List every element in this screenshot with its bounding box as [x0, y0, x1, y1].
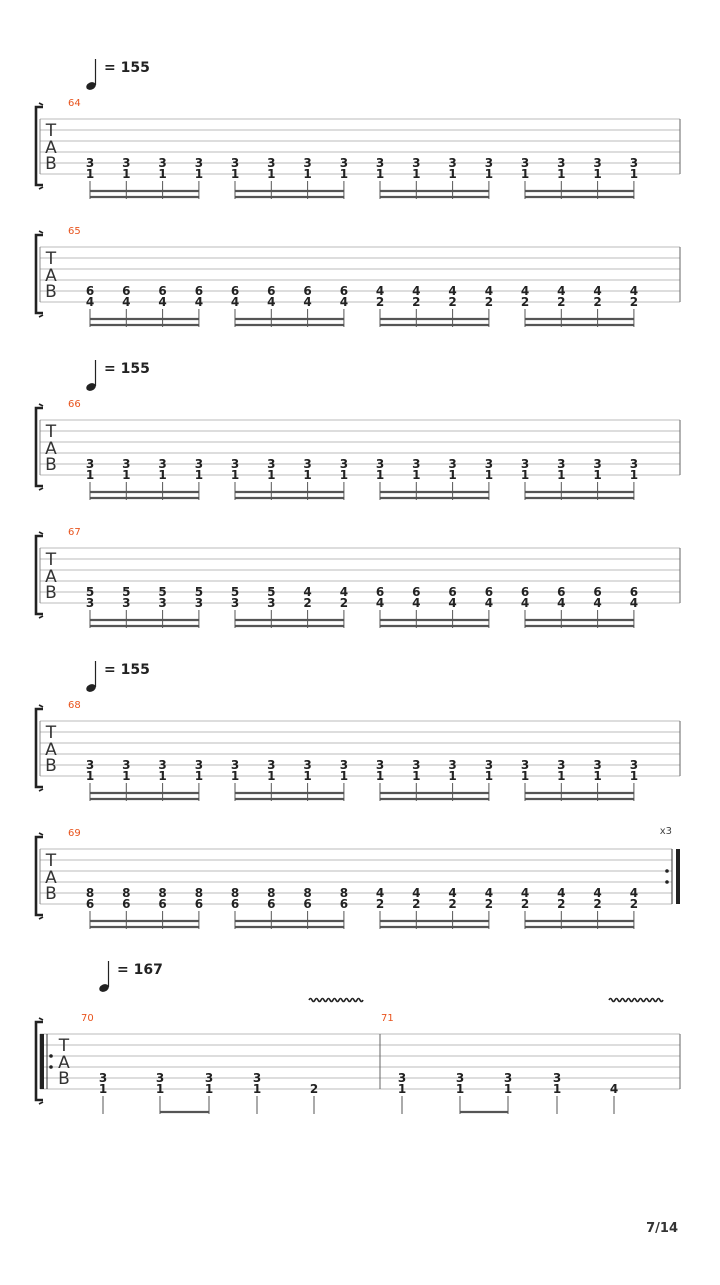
fret-number: 2 [557, 897, 566, 911]
fret-number: 3 [85, 457, 95, 471]
tab-clef-t: T [45, 121, 57, 141]
fret-number: 3 [448, 758, 457, 772]
fret-number: 1 [375, 769, 385, 783]
fret-number: 1 [557, 468, 566, 482]
measure-number: 71 [381, 1013, 394, 1024]
fret-number: 3 [158, 457, 167, 471]
fret-number: 3 [267, 596, 276, 610]
tempo-marking: = 155 [104, 662, 150, 678]
bracket-hook [39, 103, 43, 105]
fret-number: 2 [412, 897, 421, 911]
fret-number: 2 [339, 596, 349, 610]
fret-number: 1 [122, 769, 131, 783]
fret-number: 8 [303, 886, 312, 900]
tab-clef-a: A [45, 567, 57, 587]
repeat-thick-bar [676, 849, 680, 904]
tab-clef-a: A [58, 1053, 70, 1073]
fret-number: 5 [194, 585, 204, 599]
fret-number: 1 [448, 468, 457, 482]
fret-number: 1 [455, 1082, 465, 1096]
fret-number: 4 [484, 284, 494, 298]
fret-number: 3 [158, 156, 167, 170]
tab-clef-t: T [45, 851, 57, 871]
fret-number: 1 [593, 167, 602, 181]
fret-number: 3 [194, 596, 204, 610]
fret-number: 4 [194, 295, 204, 309]
tab-clef-b: B [58, 1069, 70, 1089]
bracket-hook [39, 231, 43, 233]
fret-number: 6 [412, 585, 421, 599]
tab-clef-a: A [45, 439, 57, 459]
fret-number: 1 [85, 167, 95, 181]
fret-number: 4 [593, 596, 602, 610]
vibrato-mark [309, 999, 363, 1002]
fret-number: 5 [158, 585, 167, 599]
bracket-hook [39, 616, 43, 618]
fret-number: 3 [122, 758, 131, 772]
fret-number: 2 [448, 897, 457, 911]
fret-number: 3 [412, 156, 421, 170]
fret-number: 6 [557, 585, 566, 599]
fret-number: 1 [448, 167, 457, 181]
measure-number: 65 [68, 226, 81, 237]
fret-number: 8 [267, 886, 276, 900]
fret-number: 3 [520, 758, 530, 772]
fret-number: 3 [593, 156, 602, 170]
tab-clef-b: B [45, 455, 57, 475]
bracket-hook [39, 1102, 43, 1104]
fret-number: 6 [194, 897, 204, 911]
fret-number: 3 [194, 156, 204, 170]
fret-number: 8 [230, 886, 240, 900]
fret-number: 3 [85, 156, 95, 170]
fret-number: 6 [85, 284, 95, 298]
tab-clef-b: B [45, 154, 57, 174]
fret-number: 3 [155, 1071, 165, 1085]
vibrato-mark [609, 999, 663, 1002]
tempo-marking: = 155 [104, 60, 150, 76]
fret-number: 3 [375, 156, 385, 170]
tab-clef-t: T [45, 723, 57, 743]
fret-number: 2 [629, 295, 639, 309]
fret-number: 1 [267, 468, 276, 482]
fret-number: 3 [339, 758, 349, 772]
fret-number: 3 [122, 596, 131, 610]
fret-number: 3 [557, 457, 566, 471]
fret-number: 1 [267, 769, 276, 783]
fret-number: 1 [629, 468, 639, 482]
fret-number: 1 [552, 1082, 562, 1096]
fret-number: 6 [158, 284, 167, 298]
tempo-marking: = 155 [104, 361, 150, 377]
fret-number: 4 [557, 596, 566, 610]
fret-number: 1 [557, 769, 566, 783]
fret-number: 1 [520, 167, 530, 181]
bracket-hook [39, 488, 43, 490]
measure-number: 67 [68, 527, 81, 538]
fret-number: 3 [552, 1071, 562, 1085]
fret-number: 3 [230, 596, 240, 610]
fret-number: 1 [375, 167, 385, 181]
fret-number: 4 [609, 1082, 619, 1096]
fret-number: 3 [252, 1071, 262, 1085]
fret-number: 3 [230, 156, 240, 170]
tab-clef-a: A [45, 868, 57, 888]
fret-number: 1 [230, 769, 240, 783]
fret-number: 3 [303, 457, 312, 471]
fret-number: 2 [629, 897, 639, 911]
fret-number: 1 [98, 1082, 108, 1096]
fret-number: 5 [267, 585, 276, 599]
fret-number: 2 [375, 897, 385, 911]
repeat-dot [665, 880, 669, 884]
tab-clef-b: B [45, 756, 57, 776]
fret-number: 1 [158, 769, 167, 783]
fret-number: 3 [194, 457, 204, 471]
fret-number: 8 [339, 886, 349, 900]
fret-number: 1 [397, 1082, 407, 1096]
fret-number: 3 [503, 1071, 513, 1085]
fret-number: 1 [230, 468, 240, 482]
fret-number: 3 [448, 156, 457, 170]
tab-clef-t: T [45, 550, 57, 570]
bracket-hook [39, 404, 43, 406]
fret-number: 6 [122, 284, 131, 298]
fret-number: 3 [484, 457, 494, 471]
fret-number: 2 [593, 897, 602, 911]
fret-number: 3 [339, 156, 349, 170]
fret-number: 1 [412, 468, 421, 482]
fret-number: 1 [85, 769, 95, 783]
fret-number: 1 [339, 167, 349, 181]
fret-number: 2 [520, 897, 530, 911]
repeat-count: x3 [659, 826, 672, 837]
fret-number: 1 [484, 167, 494, 181]
fret-number: 4 [520, 886, 530, 900]
fret-number: 1 [503, 1082, 513, 1096]
fret-number: 3 [520, 457, 530, 471]
fret-number: 6 [158, 897, 167, 911]
fret-number: 4 [158, 295, 167, 309]
fret-number: 1 [557, 167, 566, 181]
fret-number: 4 [557, 284, 566, 298]
fret-number: 3 [158, 596, 167, 610]
fret-number: 3 [267, 457, 276, 471]
fret-number: 3 [122, 457, 131, 471]
repeat-dot [49, 1054, 53, 1058]
fret-number: 1 [122, 167, 131, 181]
fret-number: 4 [267, 295, 276, 309]
fret-number: 3 [204, 1071, 214, 1085]
fret-number: 3 [85, 758, 95, 772]
fret-number: 3 [158, 758, 167, 772]
measure-number: 66 [68, 399, 81, 410]
fret-number: 2 [593, 295, 602, 309]
fret-number: 1 [412, 167, 421, 181]
fret-number: 1 [194, 468, 204, 482]
fret-number: 6 [593, 585, 602, 599]
fret-number: 1 [194, 167, 204, 181]
fret-number: 4 [303, 295, 312, 309]
fret-number: 3 [375, 758, 385, 772]
fret-number: 1 [520, 468, 530, 482]
fret-number: 4 [448, 886, 457, 900]
tab-clef-b: B [45, 884, 57, 904]
fret-number: 3 [303, 156, 312, 170]
fret-number: 5 [85, 585, 95, 599]
fret-number: 1 [303, 468, 312, 482]
fret-number: 1 [629, 769, 639, 783]
fret-number: 3 [194, 758, 204, 772]
fret-number: 4 [412, 596, 421, 610]
measure-number: 68 [68, 700, 81, 711]
fret-number: 1 [230, 167, 240, 181]
fret-number: 4 [339, 295, 349, 309]
fret-number: 4 [230, 295, 240, 309]
fret-number: 6 [122, 897, 131, 911]
tempo-marking: = 167 [117, 962, 163, 978]
fret-number: 1 [303, 167, 312, 181]
fret-number: 1 [204, 1082, 214, 1096]
tab-clef-b: B [45, 583, 57, 603]
fret-number: 6 [339, 897, 349, 911]
tab-clef-t: T [58, 1036, 70, 1056]
repeat-start-thick-bar [40, 1034, 44, 1089]
fret-number: 2 [309, 1082, 319, 1096]
fret-number: 4 [629, 596, 639, 610]
fret-number: 6 [85, 897, 95, 911]
fret-number: 3 [85, 596, 95, 610]
bracket-hook [39, 1018, 43, 1020]
fret-number: 8 [158, 886, 167, 900]
fret-number: 6 [520, 585, 530, 599]
fret-number: 4 [375, 284, 385, 298]
fret-number: 6 [303, 284, 312, 298]
fret-number: 1 [375, 468, 385, 482]
fret-number: 3 [303, 758, 312, 772]
fret-number: 1 [267, 167, 276, 181]
fret-number: 3 [484, 156, 494, 170]
fret-number: 1 [158, 167, 167, 181]
fret-number: 1 [484, 769, 494, 783]
fret-number: 4 [339, 585, 349, 599]
fret-number: 2 [448, 295, 457, 309]
fret-number: 1 [593, 468, 602, 482]
fret-number: 1 [303, 769, 312, 783]
bracket-hook [39, 532, 43, 534]
fret-number: 3 [484, 758, 494, 772]
fret-number: 6 [484, 585, 494, 599]
fret-number: 1 [158, 468, 167, 482]
fret-number: 3 [557, 758, 566, 772]
tab-clef-a: A [45, 266, 57, 286]
fret-number: 2 [520, 295, 530, 309]
repeat-dot [665, 869, 669, 873]
fret-number: 4 [122, 295, 131, 309]
page-number: 7/14 [646, 1221, 678, 1236]
fret-number: 4 [375, 596, 385, 610]
fret-number: 3 [448, 457, 457, 471]
fret-number: 4 [593, 886, 602, 900]
fret-number: 3 [629, 457, 639, 471]
fret-number: 6 [194, 284, 204, 298]
fret-number: 3 [557, 156, 566, 170]
fret-number: 3 [397, 1071, 407, 1085]
fret-number: 3 [375, 457, 385, 471]
fret-number: 6 [629, 585, 639, 599]
fret-number: 4 [484, 596, 494, 610]
bracket-hook [39, 187, 43, 189]
measure-number: 64 [68, 98, 81, 109]
fret-number: 1 [520, 769, 530, 783]
fret-number: 1 [412, 769, 421, 783]
fret-number: 1 [122, 468, 131, 482]
tab-clef-a: A [45, 138, 57, 158]
fret-number: 8 [194, 886, 204, 900]
fret-number: 4 [375, 886, 385, 900]
fret-number: 2 [484, 897, 494, 911]
fret-number: 6 [303, 897, 312, 911]
fret-number: 3 [629, 156, 639, 170]
fret-number: 1 [339, 468, 349, 482]
bracket-hook [39, 705, 43, 707]
fret-number: 6 [339, 284, 349, 298]
fret-number: 3 [339, 457, 349, 471]
fret-number: 4 [629, 284, 639, 298]
fret-number: 1 [448, 769, 457, 783]
tab-clef-b: B [45, 282, 57, 302]
fret-number: 3 [230, 457, 240, 471]
fret-number: 3 [520, 156, 530, 170]
fret-number: 1 [339, 769, 349, 783]
fret-number: 1 [484, 468, 494, 482]
fret-number: 4 [448, 596, 457, 610]
fret-number: 6 [267, 897, 276, 911]
fret-number: 1 [629, 167, 639, 181]
fret-number: 3 [122, 156, 131, 170]
fret-number: 3 [98, 1071, 108, 1085]
bracket-hook [39, 789, 43, 791]
fret-number: 6 [448, 585, 457, 599]
fret-number: 4 [85, 295, 95, 309]
fret-number: 4 [303, 585, 312, 599]
fret-number: 4 [557, 886, 566, 900]
tab-clef-t: T [45, 422, 57, 442]
fret-number: 3 [593, 758, 602, 772]
bracket-hook [39, 917, 43, 919]
fret-number: 6 [230, 897, 240, 911]
fret-number: 2 [557, 295, 566, 309]
fret-number: 6 [375, 585, 385, 599]
fret-number: 2 [375, 295, 385, 309]
measure-number: 69 [68, 828, 81, 839]
fret-number: 4 [520, 284, 530, 298]
fret-number: 3 [267, 156, 276, 170]
fret-number: 4 [412, 284, 421, 298]
fret-number: 1 [593, 769, 602, 783]
fret-number: 4 [629, 886, 639, 900]
measure-number: 70 [81, 1013, 94, 1024]
fret-number: 1 [194, 769, 204, 783]
fret-number: 6 [267, 284, 276, 298]
fret-number: 3 [629, 758, 639, 772]
fret-number: 3 [230, 758, 240, 772]
fret-number: 8 [122, 886, 131, 900]
fret-number: 1 [252, 1082, 262, 1096]
fret-number: 4 [520, 596, 530, 610]
fret-number: 3 [412, 758, 421, 772]
fret-number: 1 [85, 468, 95, 482]
fret-number: 3 [593, 457, 602, 471]
fret-number: 3 [267, 758, 276, 772]
fret-number: 4 [593, 284, 602, 298]
fret-number: 1 [155, 1082, 165, 1096]
repeat-dot [49, 1065, 53, 1069]
fret-number: 4 [448, 284, 457, 298]
fret-number: 2 [484, 295, 494, 309]
fret-number: 6 [230, 284, 240, 298]
bracket-hook [39, 833, 43, 835]
fret-number: 2 [412, 295, 421, 309]
fret-number: 5 [122, 585, 131, 599]
tab-clef-a: A [45, 740, 57, 760]
fret-number: 3 [455, 1071, 465, 1085]
fret-number: 3 [412, 457, 421, 471]
fret-number: 4 [484, 886, 494, 900]
tab-clef-t: T [45, 249, 57, 269]
fret-number: 2 [303, 596, 312, 610]
fret-number: 5 [230, 585, 240, 599]
fret-number: 4 [412, 886, 421, 900]
bracket-hook [39, 315, 43, 317]
fret-number: 8 [85, 886, 95, 900]
